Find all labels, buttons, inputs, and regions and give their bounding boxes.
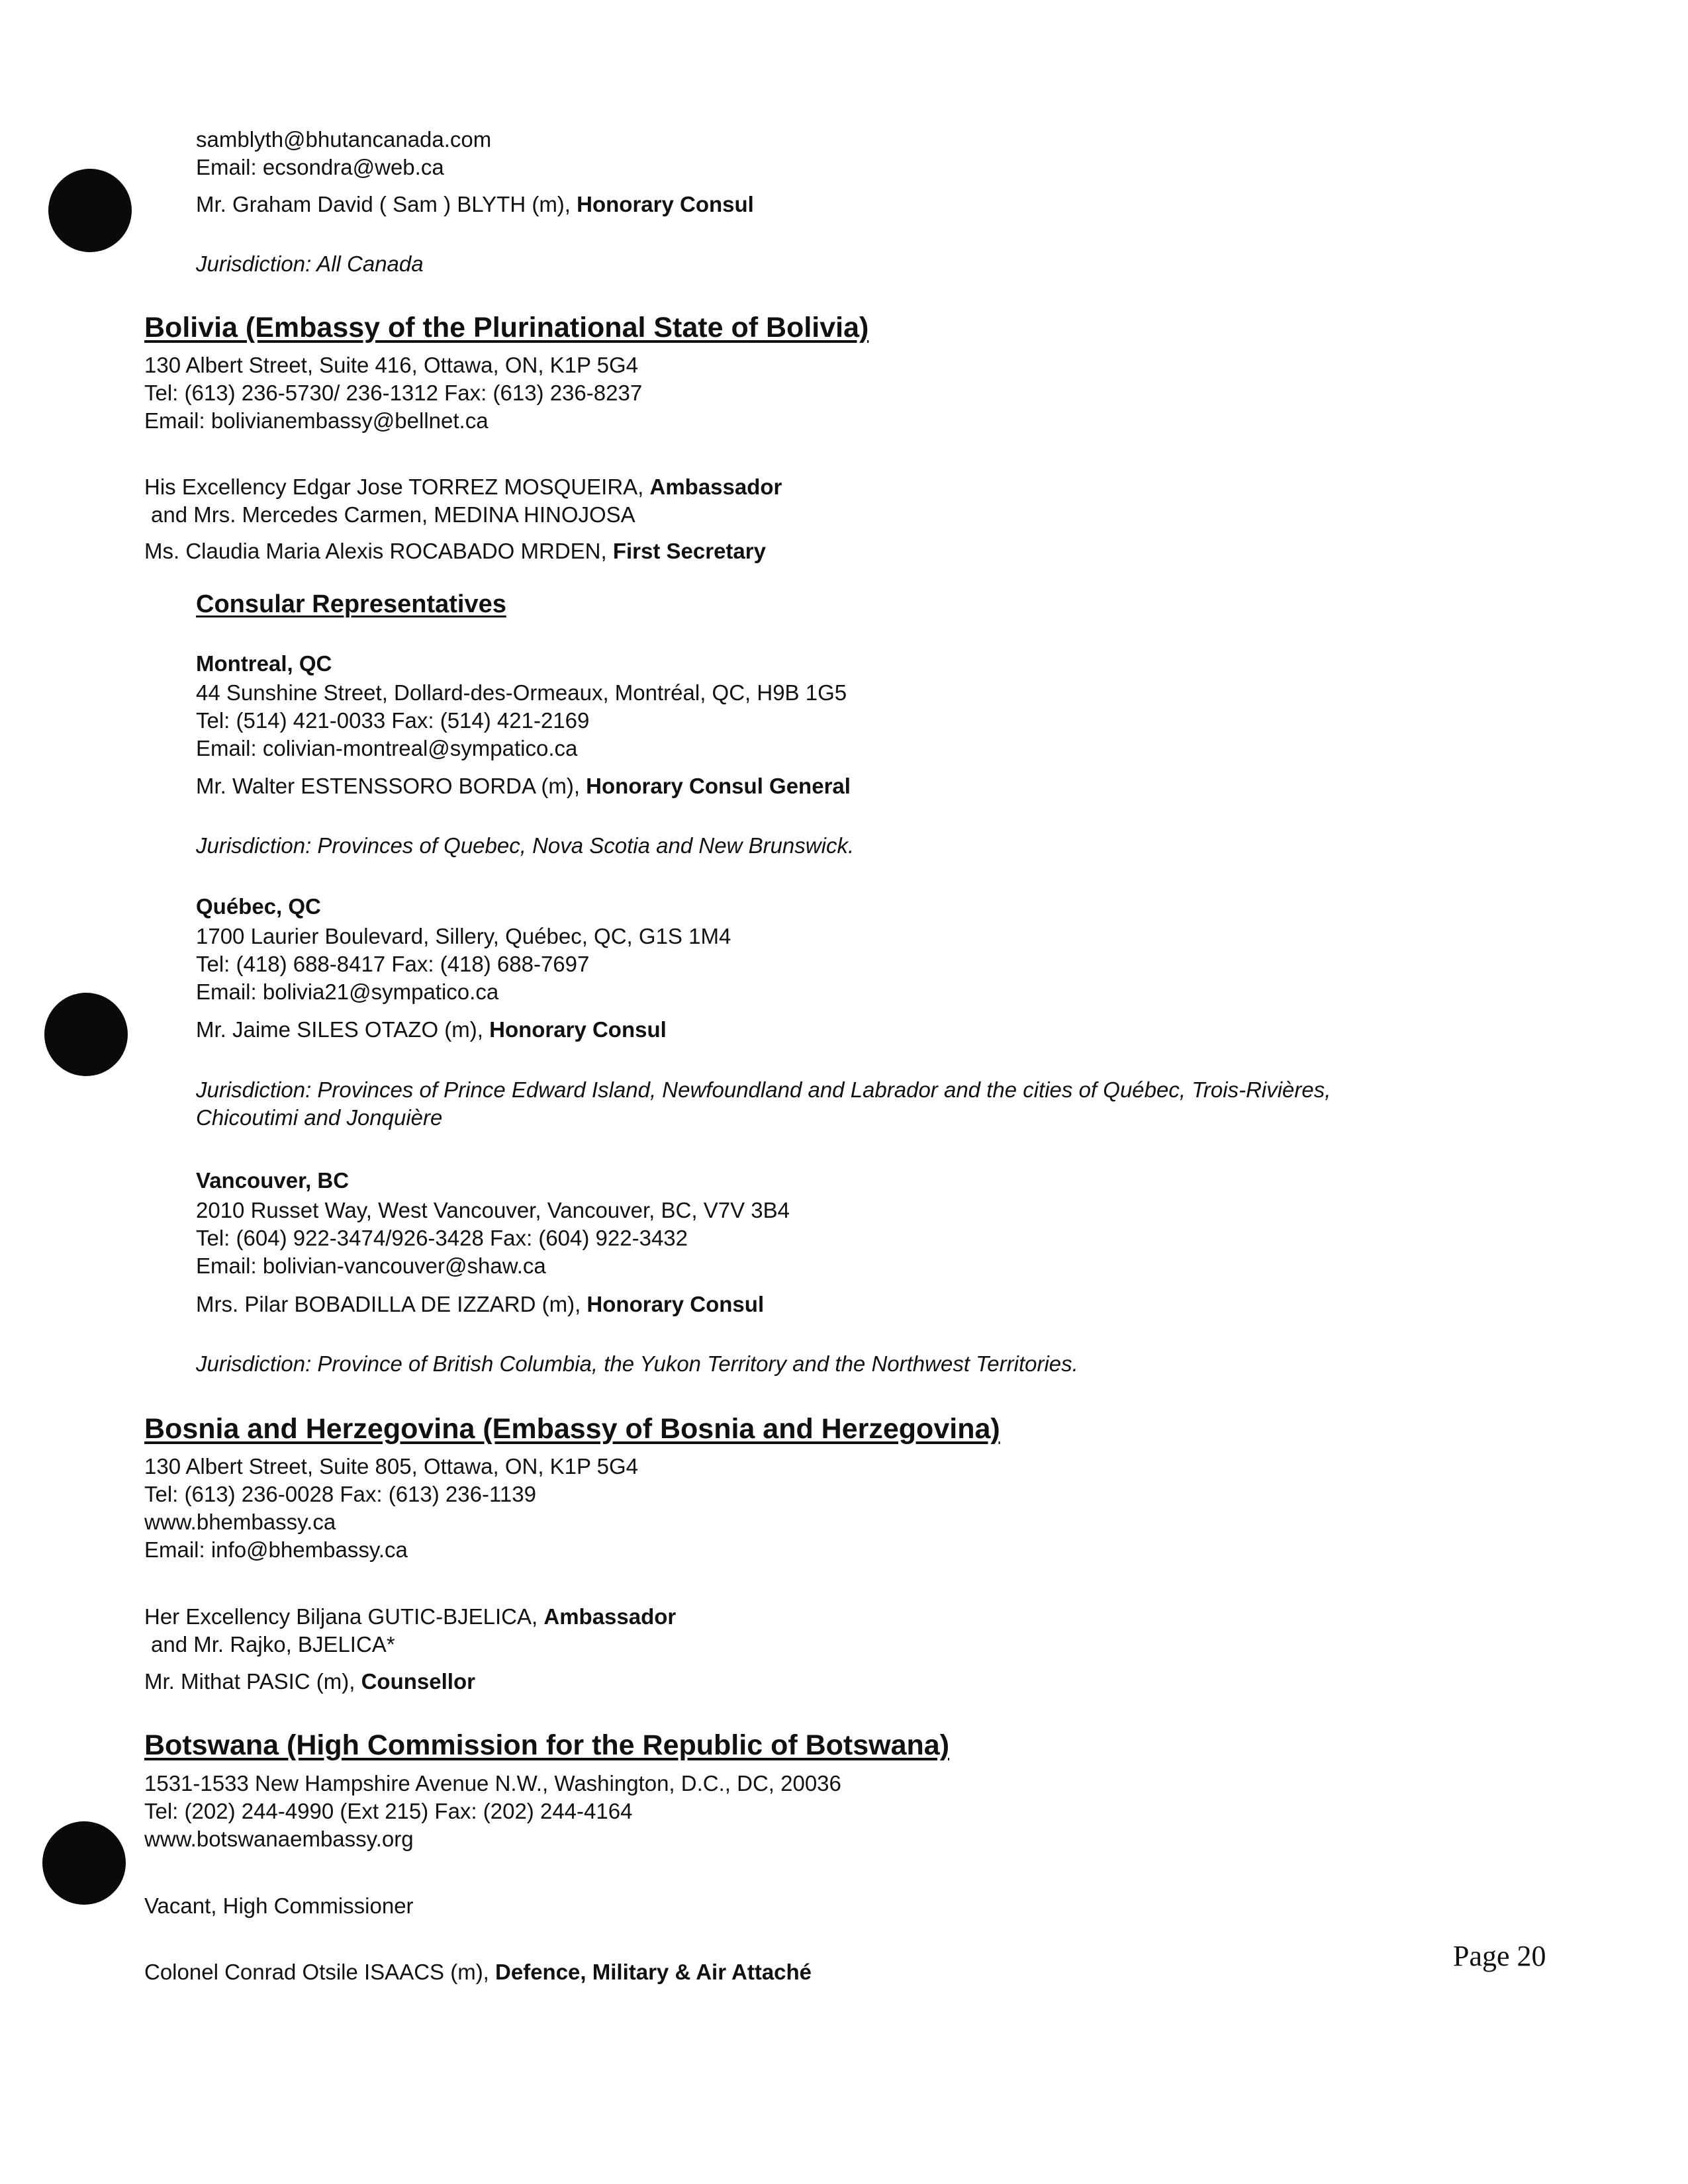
bolivia-spouse: and Mrs. Mercedes Carmen, MEDINA HINOJOSA — [151, 502, 635, 527]
vancouver-email: Email: bolivian-vancouver@shaw.ca — [196, 1253, 546, 1278]
montreal-tel: Tel: (514) 421-0033 Fax: (514) 421-2169 — [196, 708, 590, 733]
bosnia-website: www.bhembassy.ca — [144, 1510, 336, 1534]
bosnia-ambassador-name: Her Excellency Biljana GUTIC-BJELICA, — [144, 1604, 544, 1629]
bosnia-email: Email: info@bhembassy.ca — [144, 1537, 408, 1562]
vancouver-address: 2010 Russet Way, West Vancouver, Vancouver, BC, V7V 3B4 — [196, 1198, 790, 1222]
vancouver-consul-line — [196, 1291, 764, 1318]
punch-hole-middle — [44, 993, 128, 1076]
montreal-email: Email: colivian-montreal@sympatico.ca — [196, 736, 578, 760]
botswana-attache-name: Colonel Conrad Otsile ISAACS (m), — [144, 1960, 496, 1984]
quebec-city: Québec, QC — [196, 894, 321, 919]
bolivia-ambassador-title: Ambassador — [649, 475, 782, 499]
quebec-jurisdiction-line1: Jurisdiction: Provinces of Prince Edward Island, Newfoundland and Labrador and the cities of Québec, Trois-Rivières, — [196, 1077, 1331, 1102]
botswana-tel: Tel: (202) 244-4990 (Ext 215) Fax: (202) 244-4164 — [144, 1799, 633, 1823]
bolivia-email: Email: bolivianembassy@bellnet.ca — [144, 408, 489, 433]
quebec-consul-line — [196, 1017, 667, 1043]
botswana-address: 1531-1533 New Hampshire Avenue N.W., Washington, D.C., DC, 20036 — [144, 1771, 841, 1796]
vancouver-tel: Tel: (604) 922-3474/926-3428 Fax: (604) 922-3432 — [196, 1226, 688, 1250]
montreal-address: 44 Sunshine Street, Dollard-des-Ormeaux, Montréal, QC, H9B 1G5 — [196, 680, 847, 705]
bolivia-tel: Tel: (613) 236-5730/ 236-1312 Fax: (613) 236-8237 — [144, 381, 643, 405]
quebec-consul-title: Honorary Consul — [489, 1017, 667, 1042]
vancouver-consul-title: Honorary Consul — [586, 1292, 765, 1316]
montreal-consul-name: Mr. Walter ESTENSSORO BORDA (m), — [196, 774, 586, 798]
bosnia-tel: Tel: (613) 236-0028 Fax: (613) 236-1139 — [144, 1482, 536, 1506]
bosnia-address: 130 Albert Street, Suite 805, Ottawa, ON, K1P 5G4 — [144, 1454, 638, 1479]
vancouver-city: Vancouver, BC — [196, 1168, 350, 1193]
vancouver-consul-name: Mrs. Pilar BOBADILLA DE IZZARD (m), — [196, 1292, 587, 1316]
bosnia-heading: Bosnia and Herzegovina (Embassy of Bosnia and Herzegovina) — [144, 1413, 1000, 1445]
bolivia-secretary-title: First Secretary — [612, 539, 766, 563]
bolivia-secretary-line — [144, 538, 766, 565]
bhutan-jurisdiction: Jurisdiction: All Canada — [196, 251, 424, 276]
quebec-tel: Tel: (418) 688-8417 Fax: (418) 688-7697 — [196, 952, 590, 976]
botswana-attache-line — [144, 1959, 812, 1985]
vancouver-jurisdiction: Jurisdiction: Province of British Columbia, the Yukon Territory and the Northwest Territories. — [196, 1351, 1078, 1376]
botswana-website: www.botswanaembassy.org — [144, 1827, 414, 1851]
quebec-jurisdiction-line2: Chicoutimi and Jonquière — [196, 1105, 443, 1130]
bolivia-ambassador-name: His Excellency Edgar Jose TORREZ MOSQUEIRA, — [144, 475, 650, 499]
bosnia-counsellor-name: Mr. Mithat PASIC (m), — [144, 1669, 361, 1694]
bhutan-email-line1: samblyth@bhutancanada.com — [196, 127, 492, 152]
bolivia-heading: Bolivia (Embassy of the Plurinational State of Bolivia) — [144, 312, 869, 343]
montreal-consul-title: Honorary Consul General — [586, 774, 851, 798]
botswana-attache-title: Defence, Military & Air Attaché — [495, 1960, 812, 1984]
bosnia-ambassador-line — [144, 1604, 676, 1630]
botswana-heading: Botswana (High Commission for the Republic of Botswana) — [144, 1729, 950, 1761]
bhutan-consul-title: Honorary Consul — [577, 192, 754, 216]
bosnia-spouse: and Mr. Rajko, BJELICA* — [151, 1632, 395, 1657]
montreal-city: Montreal, QC — [196, 651, 332, 676]
quebec-consul-name: Mr. Jaime SILES OTAZO (m), — [196, 1017, 490, 1042]
consular-representatives-heading: Consular Representatives — [196, 590, 506, 618]
botswana-vacant-high-commissioner: Vacant, High Commissioner — [144, 1893, 414, 1918]
punch-hole-bottom — [42, 1821, 126, 1905]
bolivia-address: 130 Albert Street, Suite 416, Ottawa, ON, K1P 5G4 — [144, 353, 638, 377]
page-number: Page 20 — [1453, 1940, 1546, 1972]
bosnia-ambassador-title: Ambassador — [543, 1604, 677, 1629]
bolivia-secretary-name: Ms. Claudia Maria Alexis ROCABADO MRDEN, — [144, 539, 613, 563]
bhutan-consul-line — [196, 191, 754, 218]
montreal-jurisdiction: Jurisdiction: Provinces of Quebec, Nova Scotia and New Brunswick. — [196, 833, 855, 858]
bhutan-consul-name: Mr. Graham David ( Sam ) BLYTH (m), — [196, 192, 577, 216]
bosnia-counsellor-line — [144, 1668, 475, 1695]
bolivia-ambassador-line — [144, 474, 782, 500]
bhutan-email-line2: Email: ecsondra@web.ca — [196, 155, 444, 179]
quebec-address: 1700 Laurier Boulevard, Sillery, Québec, QC, G1S 1M4 — [196, 924, 731, 948]
quebec-email: Email: bolivia21@sympatico.ca — [196, 979, 499, 1004]
montreal-consul-line — [196, 773, 851, 799]
bosnia-counsellor-title: Counsellor — [361, 1669, 475, 1694]
punch-hole-top — [48, 169, 132, 252]
